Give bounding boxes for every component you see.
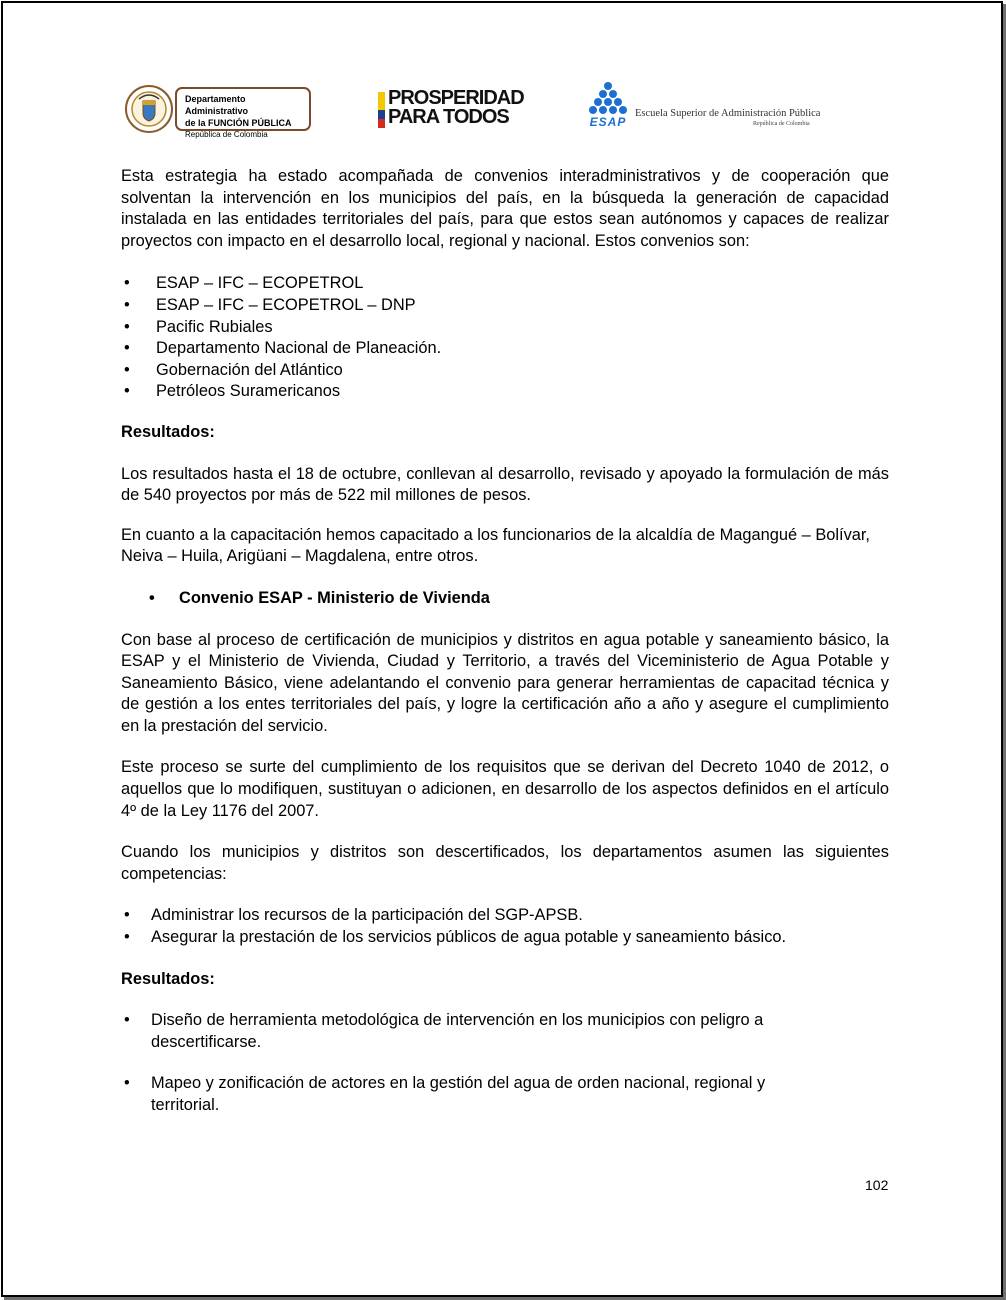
prosperidad-para-todos-logo <box>378 89 538 133</box>
list-item-text: Gobernación del Atlántico <box>156 360 343 379</box>
vivienda-paragraph-3: Cuando los municipios y distritos son descertificados, los departamentos asumen las siguientes competencias: <box>121 843 889 883</box>
vivienda-paragraph-1: Con base al proceso de certificación de municipios y distritos en agua potable y saneamiento básico, la ESAP y el Ministerio de Vivienda, Ciudad y Territorio, a través del Viceministerio de Agua Potable y Saneamiento Básico, viene adelantando el convenio para generar herramientas de capacitad técnica y de gestión a los entes territoriales del país, y logre la certificación año a año y asegure el cumplimiento en la prestación del servicio. <box>121 630 889 735</box>
esap-subtitle: República de Colombia <box>753 121 810 127</box>
document-page <box>1 1 1003 1297</box>
list-item <box>121 1073 889 1116</box>
bullet-icon: • <box>124 317 130 336</box>
bullet-icon: • <box>124 382 130 401</box>
dafp-line-1: Departamento Administrativo <box>185 94 249 116</box>
esap-logo <box>583 81 823 137</box>
list-item <box>121 1010 889 1053</box>
convenio-vivienda-heading <box>121 588 889 610</box>
dafp-line-3: República de Colombia <box>185 130 268 139</box>
bullet-icon: • <box>124 1011 130 1030</box>
bullet-icon: • <box>124 906 130 925</box>
funcion-publica-logo <box>125 85 315 139</box>
list-item-text: Petróleos Suramericanos <box>156 382 341 401</box>
list-item <box>121 338 889 360</box>
page-number: 102 <box>865 1177 889 1193</box>
list-item-text: Asegurar la prestación de los servicios públicos de agua potable y saneamiento básico. <box>151 928 787 947</box>
bullet-icon: • <box>124 339 130 358</box>
bullet-icon: • <box>124 928 130 947</box>
dafp-line-2: de la FUNCIÓN PÚBLICA <box>185 118 292 128</box>
convenios-list <box>121 273 889 403</box>
esap-wordmark: ESAP <box>589 115 627 129</box>
list-item <box>121 360 889 382</box>
convenio-vivienda-title: Convenio ESAP - Ministerio de Vivienda <box>179 588 490 607</box>
prosperidad-line-1: PROSPERIDAD <box>388 87 524 109</box>
resultados-paragraph: Los resultados hasta el 18 de octubre, conllevan al desarrollo, revisado y apoyado la formulación de más de 540 proyectos por más de 522 mil millones de pesos. <box>121 464 889 505</box>
bullet-icon: • <box>149 588 155 607</box>
funcion-publica-label-box <box>175 87 311 139</box>
list-item-text: Pacific Rubiales <box>156 317 273 336</box>
list-item <box>121 273 889 295</box>
bullet-icon: • <box>124 274 130 293</box>
capacitacion-paragraph: En cuanto a la capacitación hemos capacitado a los funcionarios de la alcaldía de Magangué – Bolívar, Neiva – Huila, Arigüani – Magdalena, entre otros. <box>121 525 870 566</box>
document-body <box>121 166 889 1117</box>
list-item-text: Administrar los recursos de la participación del SGP-APSB. <box>151 906 583 925</box>
list-item <box>121 905 889 927</box>
colombia-flag-icon <box>378 92 385 128</box>
bullet-icon: • <box>124 1074 130 1093</box>
header-logos <box>3 81 1001 141</box>
colombia-seal-icon <box>125 85 173 133</box>
list-item <box>121 927 889 949</box>
bullet-icon: • <box>124 295 130 314</box>
intro-paragraph: Esta estrategia ha estado acompañada de convenios interadministrativos y de cooperación que solventan la intervención en los municipios del país, en la búsqueda la generación de capacidad instalada en las entidades territoriales del país, para que estos sean autónomos y capaces de realizar proyectos con impacto en el desarrollo local, regional y nacional. Estos convenios son: <box>121 167 889 250</box>
list-item-text: ESAP – IFC – ECOPETROL – DNP <box>156 295 416 314</box>
list-item-text: Departamento Nacional de Planeación. <box>156 339 442 358</box>
list-item <box>121 381 889 403</box>
vivienda-paragraph-2: Este proceso se surte del cumplimiento de los requisitos que se derivan del Decreto 1040 de 2012, o aquellos que lo modifiquen, sustituyan o adicionen, en desarrollo de los aspectos definidos en el artículo 4º de la Ley 1176 del 2007. <box>121 758 889 820</box>
prosperidad-line-2: PARA TODOS <box>388 106 509 128</box>
resultados-list <box>121 1010 889 1116</box>
list-item <box>121 317 889 339</box>
list-item-text: ESAP – IFC – ECOPETROL <box>156 274 364 293</box>
list-item-text: Mapeo y zonificación de actores en la gestión del agua de orden nacional, regional y territorial. <box>151 1074 766 1114</box>
competencias-list <box>121 905 889 948</box>
list-item <box>121 295 889 317</box>
resultados-heading: Resultados: <box>121 969 215 988</box>
esap-full-name: Escuela Superior de Administración Pública <box>635 108 821 119</box>
prosperidad-text <box>388 89 524 127</box>
resultados-heading: Resultados: <box>121 422 215 441</box>
list-item-text: Diseño de herramienta metodológica de intervención en los municipios con peligro a descertificarse. <box>151 1011 764 1051</box>
bullet-icon: • <box>124 360 130 379</box>
